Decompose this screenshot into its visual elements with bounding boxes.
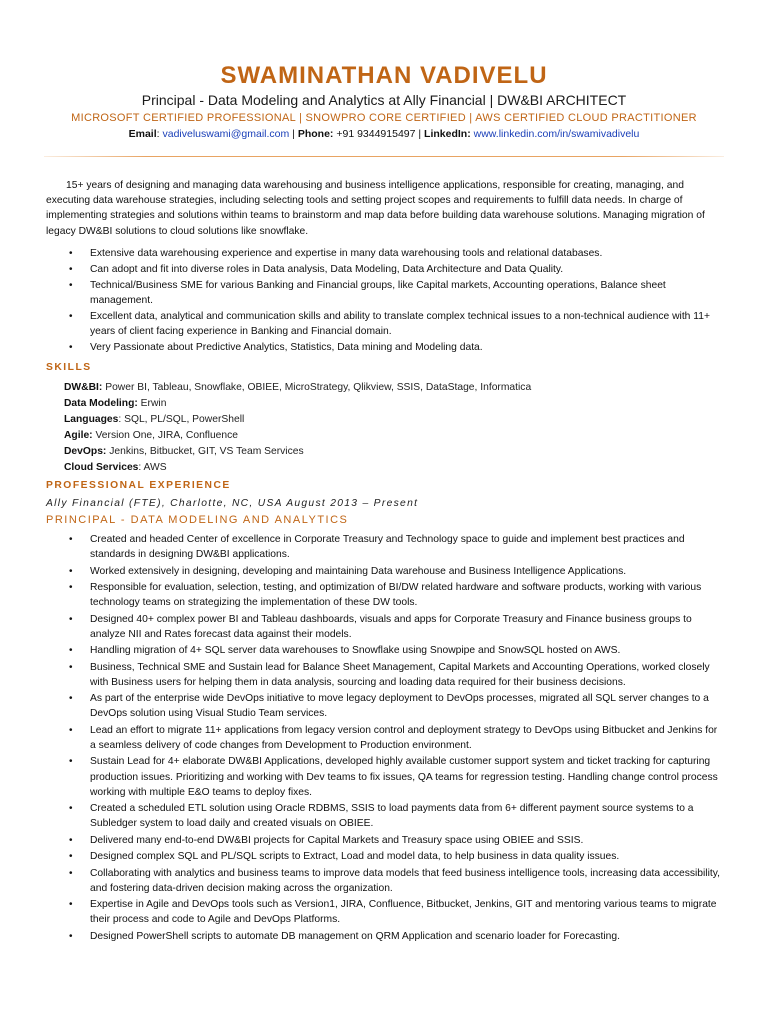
certifications: MICROSOFT CERTIFIED PROFESSIONAL | SNOWPRO CORE CERTIFIED | AWS CERTIFIED CLOUD PRACTITIONER <box>71 112 697 124</box>
job-title: PRINCIPAL - DATA MODELING AND ANALYTICS <box>46 514 349 526</box>
list-item: • Created a scheduled ETL solution using Oracle RDBMS, SSIS to load payments data from 6+ different payment source systems to a Subledger system to load daily and created visuals on OBIEE. <box>64 801 724 831</box>
experience-heading: PROFESSIONAL EXPERIENCE <box>46 480 231 491</box>
list-item: • Extensive data warehousing experience and expertise in many data warehousing tools and relational databases. <box>64 246 724 261</box>
list-item: • Designed PowerShell scripts to automate DB management on QRM Application and scenario loader for Forecasting. <box>64 929 724 944</box>
email-link[interactable]: vadiveluswami@gmail.com <box>162 128 290 140</box>
skill-row-agile <box>64 428 724 444</box>
skill-label: Agile: <box>64 430 93 441</box>
skills-heading: SKILLS <box>46 362 92 373</box>
email-label: Email <box>128 128 157 140</box>
list-item: • Sustain Lead for 4+ elaborate DW&BI Applications, developed highly available customer support system and ticket tracking for capturing production issues. Prioritizing and working with Dev teams to fix issues, QA teams for regression testing. Handling change control process working with multiple E&O teams to deploy fixes. <box>64 754 724 800</box>
skill-label: Cloud Services <box>64 462 139 473</box>
list-item: • Worked extensively in designing, developing and maintaining Data warehouse and Business Intelligence Applications. <box>64 564 724 579</box>
phone-label: Phone: <box>297 128 334 140</box>
list-item: • Excellent data, analytical and communication skills and ability to translate complex technical issues to a non-technical audience with 11+ years of client facing experience in Banking and Financial domain. <box>64 309 724 339</box>
list-item: • Business, Technical SME and Sustain lead for Balance Sheet Management, Capital Markets and Accounting Operations, worked closely with Business users for helping them in data analysis, sourcing and loading data required for their business decisions. <box>64 660 724 690</box>
list-item: • Designed complex SQL and PL/SQL scripts to Extract, Load and model data, to help business in data quality issues. <box>64 849 724 864</box>
list-item: • Can adopt and fit into diverse roles in Data analysis, Data Modeling, Data Architecture and Data Quality. <box>64 262 724 277</box>
contact-line: Email: vadiveluswami@gmail.com | Phone: +91 9344915497 | LinkedIn: www.linkedin.com/in/swamivadivelu <box>128 128 640 140</box>
list-item: • Delivered many end-to-end DW&BI projects for Capital Markets and Treasury space using OBIEE and SSIS. <box>64 833 724 848</box>
skill-value: : AWS <box>138 462 167 473</box>
list-item: • As part of the enterprise wide DevOps initiative to move legacy deployment to DevOps processes, migrated all SQL server changes to a DevOps solution using Visual Studio Team services. <box>64 691 724 721</box>
candidate-name: SWAMINATHAN VADIVELU <box>220 62 548 89</box>
skill-value: Jenkins, Bitbucket, GIT, VS Team Services <box>109 446 304 457</box>
skill-label: DevOps: <box>64 446 107 457</box>
linkedin-link[interactable]: www.linkedin.com/in/swamivadivelu <box>473 128 640 140</box>
skills-list <box>64 380 724 476</box>
list-item: • Very Passionate about Predictive Analytics, Statistics, Data mining and Modeling data. <box>64 340 724 355</box>
headline: Principal - Data Modeling and Analytics at Ally Financial | DW&BI ARCHITECT <box>141 92 627 108</box>
skill-row-devops <box>64 444 724 460</box>
skill-row-languages <box>64 412 724 428</box>
skill-value: : SQL, PL/SQL, PowerShell <box>118 414 245 425</box>
linkedin-label: LinkedIn: <box>424 128 471 140</box>
summary-paragraph: 15+ years of designing and managing data warehousing and business intelligence applications, responsible for creating, managing, and executing data warehouse strategies, including selecting tools and setting project scopes and requirements to fulfill data needs. In charge of implementing strategies and solutions within teams to brainstorm and map data before building data warehouse solutions. Managing migration of legacy DW&BI solutions to cloud solutions like snowflake. <box>46 180 705 237</box>
list-item: • Created and headed Center of excellence in Corporate Treasury and Technology space to guide and implement best practices and standards in designing DW&BI applications. <box>64 532 724 562</box>
skill-value: Power BI, Tableau, Snowflake, OBIEE, MicroStrategy, Qlikview, SSIS, DataStage, Informatica <box>105 382 532 393</box>
company-line: Ally Financial (FTE), Charlotte, NC, USA August 2013 – Present <box>46 498 419 509</box>
skill-value: Version One, JIRA, Confluence <box>95 430 239 441</box>
phone-number: +91 9344915497 <box>336 128 416 140</box>
skill-row-cloud <box>64 460 724 476</box>
list-item: • Lead an effort to migrate 11+ applications from legacy version control and deployment strategy to DevOps using Bitbucket and Jenkins for a seamless delivery of code changes from Development to Production environment. <box>64 723 724 753</box>
list-item: • Technical/Business SME for various Banking and Financial groups, like Capital markets, Accounting operations, Balance sheet management. <box>64 278 724 308</box>
skill-value: Erwin <box>140 398 167 409</box>
list-item: • Responsible for evaluation, selection, testing, and optimization of BI/DW related hardware and software products, working with various technology teams on strategizing the implementation of these DW tools. <box>64 580 724 610</box>
list-item: • Designed 40+ complex power BI and Tableau dashboards, visuals and apps for Corporate Treasury and Finance business groups to analyze NII and Rates forecast data against their models. <box>64 612 724 642</box>
experience-list <box>64 532 724 945</box>
header-divider <box>44 156 724 157</box>
list-item: • Handling migration of 4+ SQL server data warehouses to Snowflake using Snowpipe and SnowSQL hosted on AWS. <box>64 643 724 658</box>
skill-label: Languages <box>64 414 119 425</box>
list-item: • Expertise in Agile and DevOps tools such as Version1, JIRA, Confluence, Bitbucket, Jenkins, GIT and mentoring various teams to migrate their process and code to Agile and DevOps Platforms. <box>64 897 724 927</box>
skill-label: Data Modeling: <box>64 398 138 409</box>
skill-row-dwbi <box>64 380 724 396</box>
overview-list <box>64 246 724 356</box>
skill-label: DW&BI: <box>64 382 103 393</box>
list-item: • Collaborating with analytics and business teams to improve data models that feed business intelligence tools, increasing data accessibility, and fostering data-driven decision making across the organization. <box>64 866 724 896</box>
skill-row-data-modeling <box>64 396 724 412</box>
